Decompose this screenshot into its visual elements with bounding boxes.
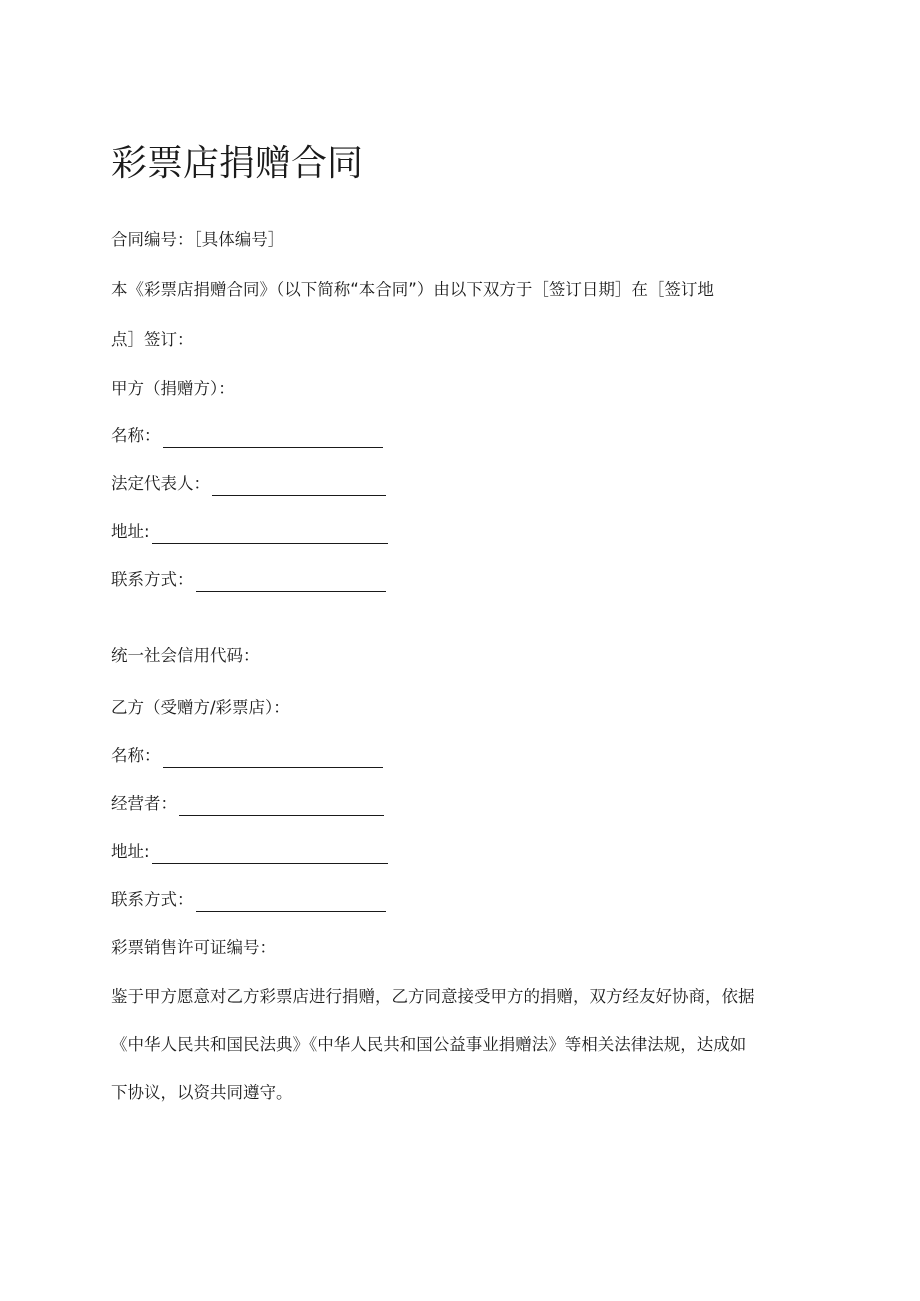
party-b-contact-label: 联系方式： <box>111 890 194 909</box>
party-a-name-field <box>111 424 383 448</box>
recital-line-1: 鉴于甲方愿意对乙方彩票店进行捐赠，乙方同意接受甲方的捐赠，双方经友好协商，依据 <box>111 987 755 1006</box>
party-a-contact-label: 联系方式： <box>111 570 194 589</box>
party-b-address-label: 地址: <box>111 842 150 861</box>
party-a-credit-code: 统一社会信用代码： <box>111 646 260 665</box>
party-a-address-blank <box>152 526 388 544</box>
party-a-name-blank <box>163 430 383 448</box>
party-a-contact-blank <box>196 574 386 592</box>
intro-text-line-1: 本《彩票店捐赠合同》（以下简称“本合同”）由以下双方于［签订日期］在［签订地 <box>111 280 714 299</box>
party-b-address-field <box>111 840 388 864</box>
contract-number: 合同编号：［具体编号］ <box>111 230 285 249</box>
party-b-operator-field <box>111 792 384 816</box>
document-title: 彩票店捐赠合同 <box>111 143 364 184</box>
party-a-rep-field <box>111 472 386 496</box>
party-a-rep-label: 法定代表人： <box>111 474 210 493</box>
party-b-name-blank <box>163 750 383 768</box>
party-a-address-field <box>111 520 388 544</box>
party-a-address-label: 地址: <box>111 522 150 541</box>
party-b-operator-blank <box>179 798 384 816</box>
recital-line-3: 下协议，以资共同遵守。 <box>111 1083 293 1102</box>
party-b-license-number: 彩票销售许可证编号： <box>111 938 276 957</box>
recital-line-2: 《中华人民共和国民法典》《中华人民共和国公益事业捐赠法》等相关法律法规，达成如 <box>111 1035 747 1054</box>
party-a-contact-field <box>111 568 386 592</box>
party-b-contact-field <box>111 888 386 912</box>
party-b-heading: 乙方（受赠方/彩票店）： <box>111 698 290 717</box>
party-a-name-label: 名称： <box>111 426 161 445</box>
party-a-rep-blank <box>212 478 386 496</box>
party-b-name-field <box>111 744 383 768</box>
party-b-contact-blank <box>196 894 386 912</box>
party-b-name-label: 名称： <box>111 746 161 765</box>
party-b-operator-label: 经营者： <box>111 794 177 813</box>
party-b-address-blank <box>152 846 388 864</box>
party-a-heading: 甲方（捐赠方）： <box>111 379 235 398</box>
intro-text-line-2: 点］签订： <box>111 330 194 349</box>
